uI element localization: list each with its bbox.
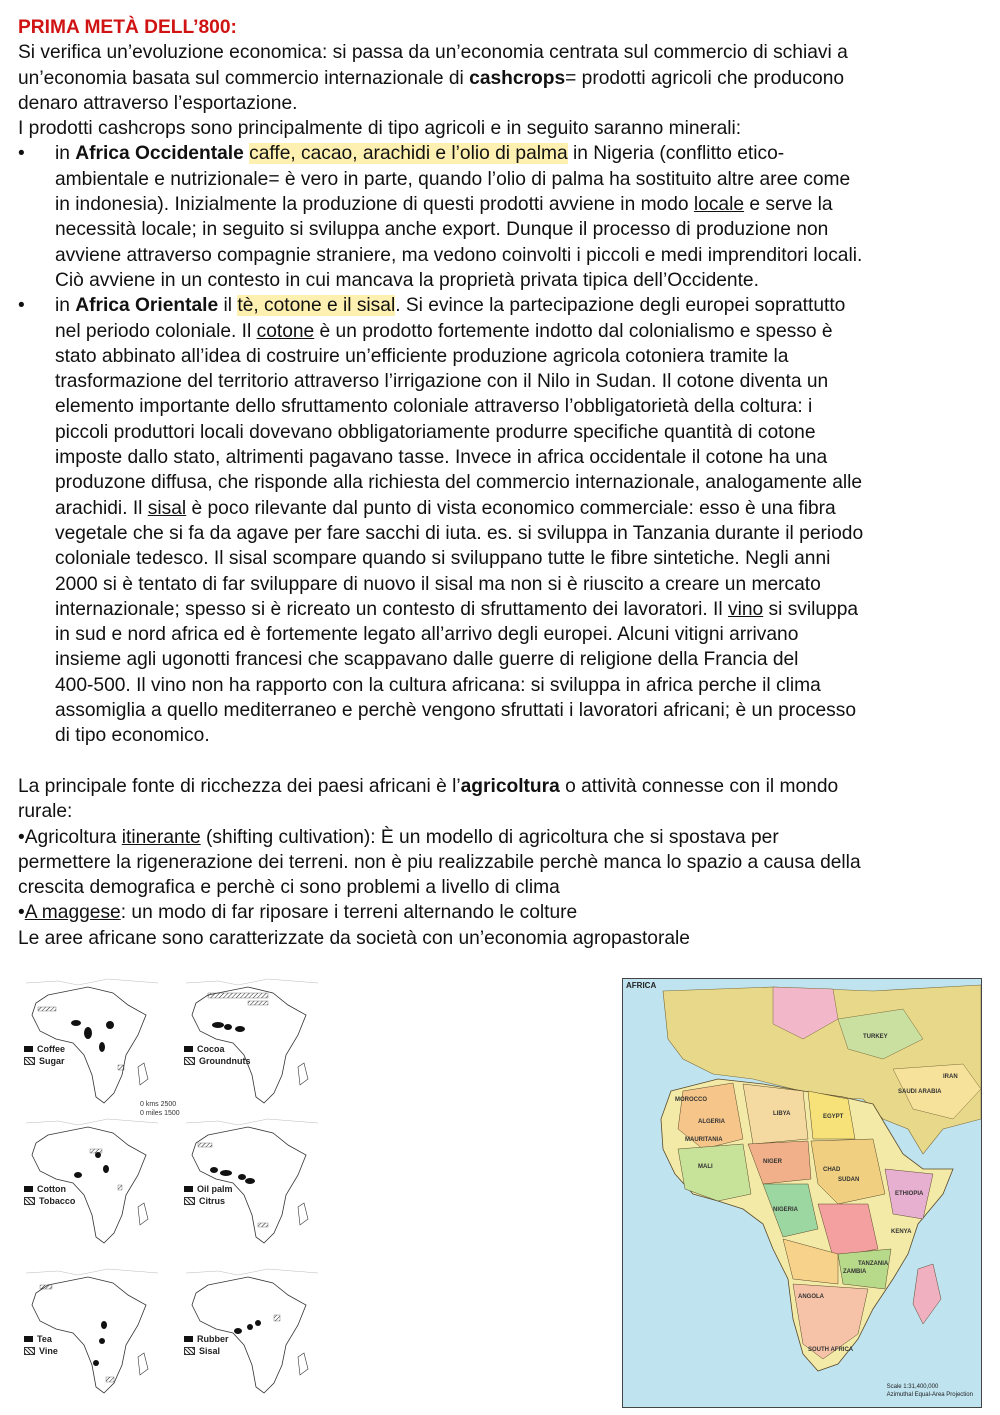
map-legend	[24, 1183, 75, 1207]
intro-line-2	[18, 66, 988, 91]
text: o attività connesse con il mondo	[559, 775, 839, 797]
text: si sviluppa	[763, 598, 859, 620]
country-label: SAUDI ARABIA	[898, 1089, 942, 1095]
map-legend	[24, 1043, 65, 1067]
text: internazionale; spesso si è ricreato un contesto di sfruttamento dei lavoratori. Il	[55, 598, 728, 620]
cashcrops-term: cashcrops	[469, 67, 566, 89]
agri-bullet-1	[18, 825, 988, 850]
crop-map	[18, 1115, 168, 1250]
text: il	[218, 295, 238, 317]
legend-hatch-label: Vine	[39, 1346, 58, 1356]
country-label: ETHIOPIA	[895, 1191, 924, 1197]
text-line: assomiglia a quello mediterraneo e perchè vengono sfruttati i lavoratori africani; è un processo	[55, 700, 856, 722]
country-label: KENYA	[891, 1229, 912, 1235]
legend-solid-label: Cocoa	[197, 1044, 225, 1054]
agri-bullet-1-line-2: permettere la rigenerazione dei terreni. non è piu realizzabile perchè manca lo spazio a causa della	[18, 851, 861, 873]
country-label: ALGERIA	[698, 1119, 725, 1125]
legend-solid-label: Tea	[37, 1334, 52, 1344]
text-line: 400-500. Il vino non ha rapporto con la cultura africana: si sviluppa in africa perche il clima	[55, 674, 821, 696]
text: in	[55, 295, 76, 317]
text-line: necessità locale; in seguito si sviluppa anche export. Dunque il processo di produzione non	[55, 219, 829, 241]
solid-swatch	[24, 1186, 33, 1192]
text: è poco rilevante dal punto di vista economico commerciale: esso è una fibra	[186, 497, 836, 519]
legend-hatch-label: Sugar	[39, 1056, 65, 1066]
country-label: TANZANIA	[858, 1261, 889, 1267]
hatch-swatch	[24, 1057, 35, 1065]
hatch-swatch	[184, 1057, 195, 1065]
legend-solid-label: Coffee	[37, 1044, 66, 1054]
scale-miles: 0 miles 1500	[140, 1110, 180, 1117]
scale-kms: 0 kms 2500	[140, 1101, 177, 1108]
text-line: in sud e nord africa ed è fortemente legato all’arrivo degli europei. Alcuni vitigni arrivano	[55, 624, 799, 646]
country-label: MOROCCO	[675, 1097, 707, 1103]
bullet-icon: •	[18, 295, 25, 317]
map-scale-bar	[140, 1100, 180, 1118]
country-label: LIBYA	[773, 1111, 791, 1117]
hatch-swatch	[24, 1347, 35, 1355]
country-label: EGYPT	[823, 1114, 844, 1120]
text: (shifting cultivation): È un modello di agricoltura che si spostava per	[200, 826, 779, 848]
text: è un prodotto fortemente indotto dal colonialismo e spesso è	[314, 320, 833, 342]
intro-line-3: denaro attraverso l’esportazione.	[18, 92, 298, 114]
legend-hatch-label: Tobacco	[39, 1196, 76, 1206]
solid-swatch	[184, 1186, 193, 1192]
map-legend	[184, 1333, 229, 1357]
bullet-icon: •	[18, 143, 25, 165]
text-line: elemento importante dello sfruttamento coloniale attraverso l’obbligatorietà della coltura: i	[55, 396, 813, 418]
text-line: vegetale che si fa da agave per fare sacchi di iuta. es. si sviluppa in Tanzania durante il periodo	[55, 522, 864, 544]
agri-last-line: Le aree africane sono caratterizzate da società con un’economia agropastorale	[18, 927, 690, 949]
text: nel periodo coloniale. Il	[55, 320, 257, 342]
text-line: produzone diffusa, che risponde alla richiesta del commercio internazionale, analogamente alle	[55, 472, 863, 494]
country-label: MAURITANIA	[685, 1137, 723, 1143]
bullet-icon: •	[18, 826, 25, 848]
map-title: AFRICA	[626, 981, 657, 990]
term-sisal: sisal	[147, 497, 187, 519]
crop-map	[178, 1115, 328, 1250]
agri-bullet-2	[18, 900, 988, 925]
country-label: NIGER	[763, 1159, 783, 1165]
solid-swatch	[24, 1336, 33, 1342]
crop-map	[178, 975, 328, 1110]
term-vino: vino	[727, 598, 764, 620]
legend-hatch-label: Groundnuts	[199, 1056, 251, 1066]
map-scale	[887, 1383, 973, 1399]
text-line: coloniale tedesco. Il sisal scompare quando si sviluppano tutte le fibre sintetiche. Negli anni	[55, 548, 831, 570]
projection-text: Azimuthal Equal-Area Projection	[886, 1392, 973, 1398]
hatch-swatch	[184, 1197, 195, 1205]
text: . Si evince la partecipazione degli europei soprattutto	[395, 295, 846, 317]
text-line: ambientale e nutrizionale= è vero in parte, quando l’olio di palma ha sostituito altre aree come	[55, 168, 851, 190]
text-line: piccoli produttori locali dovevano obbligatoriamente produrre specifiche quantità di cotone	[55, 421, 816, 443]
crop-map	[18, 975, 168, 1110]
list-item-east-africa	[18, 293, 988, 748]
country-label: TURKEY	[863, 1034, 888, 1040]
legend-solid-label: Cotton	[37, 1184, 66, 1194]
hatch-swatch	[24, 1197, 35, 1205]
crop-map	[178, 1265, 328, 1400]
text-line: Ciò avviene in un contesto in cui mancava la proprietà privata tipica dell’Occidente.	[55, 269, 759, 291]
country-label: ANGOLA	[798, 1294, 824, 1300]
text-line: imposte dallo stato, altrimenti pagavano tasse. Invece in africa occidentale il cotone ha una	[55, 447, 828, 469]
text-line: insieme agli ugonotti francesi che scappavano dalle guerre di religione della Francia del	[55, 649, 799, 671]
hatch-swatch	[184, 1347, 195, 1355]
solid-swatch	[184, 1336, 193, 1342]
crop-maps-figure	[18, 975, 328, 1405]
crop-map	[18, 1265, 168, 1400]
map-legend	[184, 1183, 233, 1207]
scale-text: Scale 1:31,400,000	[886, 1384, 939, 1390]
text: in indonesia). Inizialmente la produzione di questi prodotti avviene in modo	[55, 194, 694, 216]
agri-bullet-1-line-3: crescita demografica e perchè ci sono problemi a livello di clima	[18, 877, 560, 899]
term-locale: locale	[693, 194, 745, 216]
region-east: Africa Orientale	[75, 295, 219, 317]
legend-hatch-label: Sisal	[199, 1346, 221, 1356]
intro-line-1: Si verifica un’evoluzione economica: si passa da un’economia centrata sul commercio di schiavi a	[18, 42, 848, 64]
country-label: SOUTH AFRICA	[808, 1347, 854, 1353]
legend-hatch-label: Citrus	[199, 1196, 226, 1206]
legend-solid-label: Oil palm	[197, 1184, 233, 1194]
text-line: trasformazione del territorio attraverso l’irrigazione con il Nilo in Sudan. Il cotone diventa un	[55, 371, 829, 393]
country-label: MALI	[698, 1164, 713, 1170]
country-label: ZAMBIA	[843, 1269, 867, 1275]
text: La principale fonte di ricchezza dei paesi africani è l’	[18, 775, 461, 797]
country-label: IRAN	[943, 1074, 958, 1080]
list-item-west-africa	[18, 141, 988, 293]
text: in Nigeria (conflitto etico-	[567, 143, 785, 165]
text: Agricoltura	[24, 826, 122, 848]
legend-solid-label: Rubber	[197, 1334, 229, 1344]
intro-line-4: I prodotti cashcrops sono principalmente di tipo agricoli e in seguito saranno minerali:	[18, 118, 742, 140]
bullet-icon: •	[18, 902, 25, 924]
highlight-products-west: caffe, cacao, arachidi e l’olio di palma	[249, 143, 568, 165]
text-line: avviene attraverso compagnie straniere, ma vedono coinvolti i piccoli e medi imprenditori locali.	[55, 244, 863, 266]
text: in	[55, 143, 76, 165]
text: : un modo di far riposare i terreni alternando le colture	[120, 902, 578, 924]
text-line: stato abbinato all’idea di costruire un’efficiente produzione agricola cotoniera tramite la	[55, 345, 789, 367]
term-maggese: A maggese	[24, 902, 121, 924]
agri-line-1	[18, 774, 988, 799]
intro-text: un’economia basata sul commercio internazionale di	[18, 67, 470, 89]
text-line: 2000 si è tentato di far sviluppare di nuovo il sisal ma non si è riuscito a creare un mercato	[55, 573, 821, 595]
agri-line-2: rurale:	[18, 801, 73, 823]
country-label: CHAD	[823, 1167, 841, 1173]
text: arachidi. Il	[55, 497, 148, 519]
region-west: Africa Occidentale	[75, 143, 244, 165]
text-line: di tipo economico.	[55, 725, 210, 747]
term-cotone: cotone	[256, 320, 315, 342]
section-title: PRIMA METÀ DELL’800:	[18, 17, 237, 38]
map-legend	[184, 1043, 251, 1067]
term-agricoltura: agricoltura	[460, 775, 560, 797]
text: e serve la	[744, 194, 833, 216]
document-body	[18, 15, 988, 951]
political-map-africa	[622, 978, 982, 1408]
cashcrops-list	[18, 141, 988, 748]
term-itinerante: itinerante	[121, 826, 201, 848]
country-label: SUDAN	[838, 1177, 860, 1183]
spacer	[18, 749, 988, 774]
solid-swatch	[24, 1046, 33, 1052]
highlight-products-east: tè, cotone e il sisal	[237, 295, 396, 317]
political-map-drawing	[623, 979, 981, 1407]
map-legend	[24, 1333, 58, 1357]
solid-swatch	[184, 1046, 193, 1052]
intro-text: = prodotti agricoli che producono	[565, 67, 845, 89]
country-label: NIGERIA	[773, 1207, 799, 1213]
